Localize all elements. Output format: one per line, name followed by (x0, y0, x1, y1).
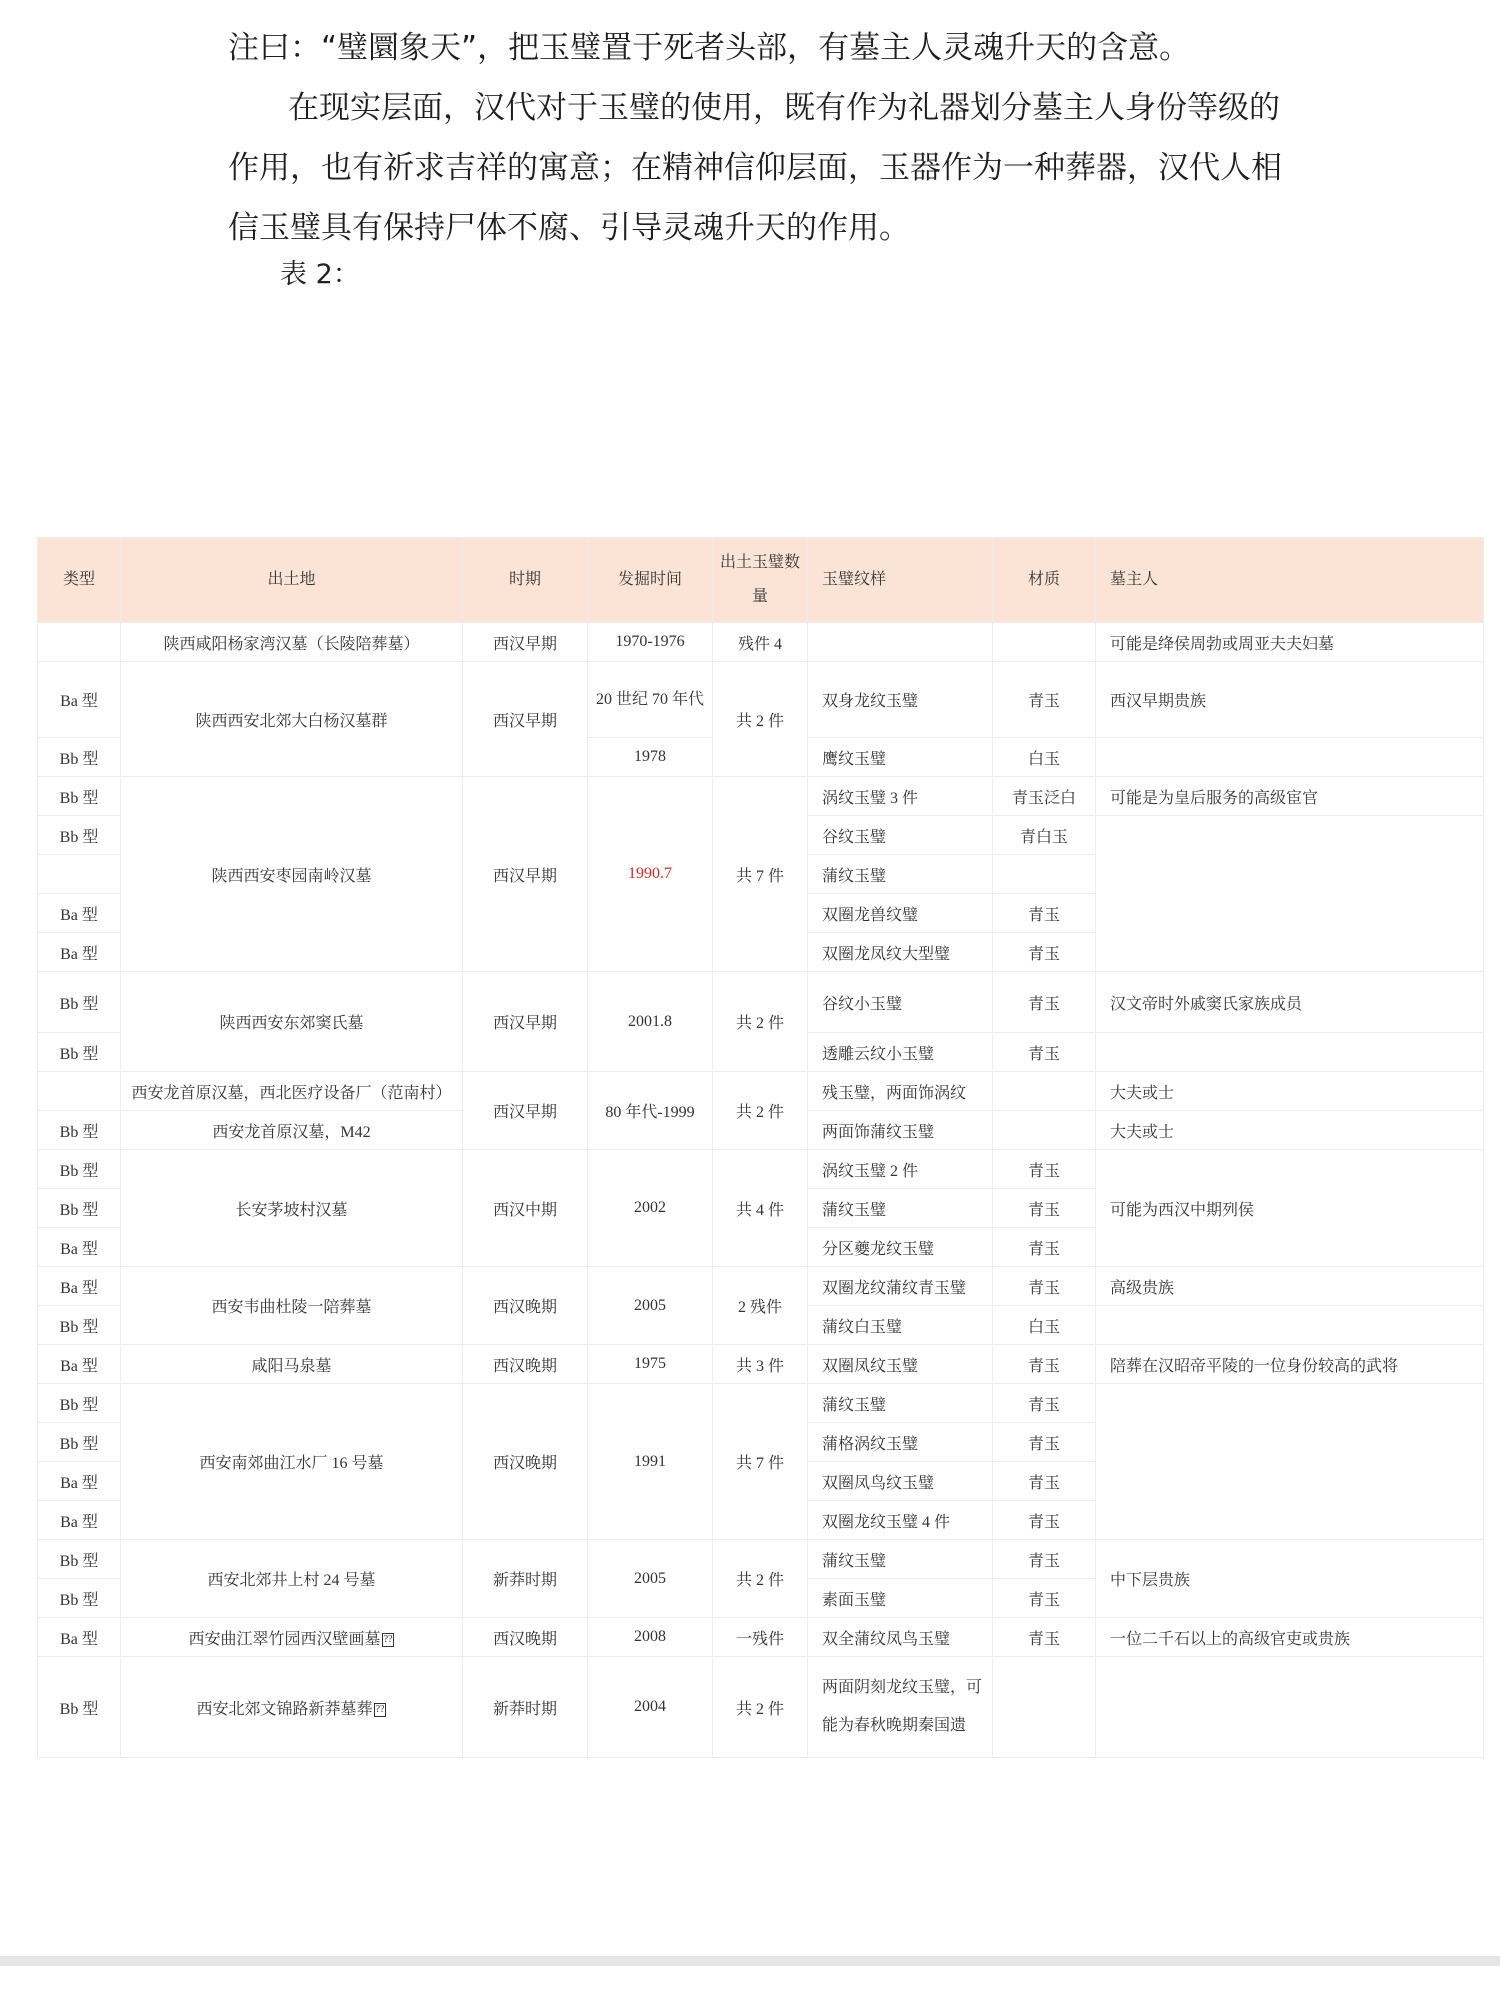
type-cell: Bb 型 (38, 738, 121, 777)
owner-cell (1096, 1033, 1484, 1072)
period-cell: 新莽时期 (463, 1540, 588, 1618)
type-cell: Bb 型 (38, 1033, 121, 1072)
owner-cell: 高级贵族 (1096, 1267, 1484, 1306)
material-cell (993, 1072, 1096, 1111)
table-row (38, 1267, 1484, 1306)
date-cell: 2002 (588, 1150, 713, 1267)
owner-cell (1096, 1657, 1484, 1758)
date-cell: 2001.8 (588, 972, 713, 1072)
pattern-cell: 残玉璧，两面饰涡纹 (808, 1072, 993, 1111)
type-cell: Ba 型 (38, 1462, 121, 1501)
pattern-cell: 双圈龙兽纹璧 (808, 894, 993, 933)
count-cell: 2 残件 (713, 1267, 808, 1345)
site-cell: 西安南郊曲江水厂 16 号墓 (121, 1384, 463, 1540)
site-text: 西安北郊文锦路新莽墓葬 (196, 1700, 373, 1718)
material-cell (993, 855, 1096, 894)
material-cell: 青玉 (993, 1189, 1096, 1228)
table-row (38, 1345, 1484, 1384)
owner-cell (1096, 1384, 1484, 1540)
owner-cell (1096, 738, 1484, 777)
type-cell (38, 623, 121, 662)
date-cell: 20 世纪 70 年代 (588, 662, 713, 738)
paragraph-1: 注曰：“璧圜象天”，把玉璧置于死者头部，有墓主人灵魂升天的含意。 (228, 30, 1191, 66)
pattern-cell: 透雕云纹小玉璧 (808, 1033, 993, 1072)
count-cell: 共 7 件 (713, 1384, 808, 1540)
count-cell: 残件 4 (713, 623, 808, 662)
site-cell: 陕西咸阳杨家湾汉墓（长陵陪葬墓） (121, 623, 463, 662)
material-cell: 青玉 (993, 1033, 1096, 1072)
material-cell: 青白玉 (993, 816, 1096, 855)
site-text: 西安曲江翠竹园西汉壁画墓 (188, 1630, 381, 1648)
header-period: 时期 (463, 538, 588, 623)
type-cell: Ba 型 (38, 933, 121, 972)
type-cell: Bb 型 (38, 777, 121, 816)
owner-cell: 汉文帝时外戚窦氏家族成员 (1096, 972, 1484, 1033)
pattern-cell: 谷纹玉璧 (808, 816, 993, 855)
pattern-cell: 蒲纹玉璧 (808, 855, 993, 894)
owner-cell: 可能是绛侯周勃或周亚夫夫妇墓 (1096, 623, 1484, 662)
period-cell: 西汉早期 (463, 972, 588, 1072)
table-row (38, 1072, 1484, 1111)
site-cell: 咸阳马泉墓 (121, 1345, 463, 1384)
site-cell: 西安龙首原汉墓，M42 (121, 1111, 463, 1150)
pattern-cell: 涡纹玉璧 3 件 (808, 777, 993, 816)
type-cell: Ba 型 (38, 1267, 121, 1306)
paragraph-2: 在现实层面，汉代对于玉璧的使用，既有作为礼器划分墓主人身份等级的作用，也有祈求吉祥的寓意；在精神信仰层面，玉器作为一种葬器，汉代人相信玉璧具有保持尸体不腐、引导灵魂升天的作用。 (228, 90, 1282, 246)
pattern-cell: 双全蒲纹凤鸟玉璧 (808, 1618, 993, 1657)
date-cell: 2008 (588, 1618, 713, 1657)
period-cell: 西汉早期 (463, 1072, 588, 1150)
type-cell (38, 855, 121, 894)
material-cell (993, 1657, 1096, 1758)
header-owner: 墓主人 (1096, 538, 1484, 623)
type-cell: Bb 型 (38, 1384, 121, 1423)
material-cell: 青玉 (993, 1579, 1096, 1618)
pattern-cell: 蒲纹玉璧 (808, 1384, 993, 1423)
type-cell: Ba 型 (38, 1501, 121, 1540)
period-cell: 西汉早期 (463, 623, 588, 662)
count-cell: 共 2 件 (713, 972, 808, 1072)
pattern-cell: 分区夔龙纹玉璧 (808, 1228, 993, 1267)
owner-cell: 西汉早期贵族 (1096, 662, 1484, 738)
table-row (38, 662, 1484, 738)
date-cell: 80 年代-1999 (588, 1072, 713, 1150)
pattern-cell: 蒲格涡纹玉璧 (808, 1423, 993, 1462)
count-cell: 共 2 件 (713, 1540, 808, 1618)
type-cell: Bb 型 (38, 972, 121, 1033)
material-cell: 青玉 (993, 1267, 1096, 1306)
period-cell: 西汉晚期 (463, 1345, 588, 1384)
count-cell: 共 7 件 (713, 777, 808, 972)
type-cell: Bb 型 (38, 1111, 121, 1150)
material-cell: 白玉 (993, 1306, 1096, 1345)
count-cell: 共 2 件 (713, 1657, 808, 1758)
pattern-cell (808, 623, 993, 662)
header-pattern: 玉璧纹样 (808, 538, 993, 623)
type-cell: Bb 型 (38, 1540, 121, 1579)
count-cell: 共 4 件 (713, 1150, 808, 1267)
type-cell: Ba 型 (38, 1618, 121, 1657)
owner-cell: 大夫或士 (1096, 1111, 1484, 1150)
owner-cell (1096, 1306, 1484, 1345)
material-cell: 青玉 (993, 894, 1096, 933)
type-cell (38, 1072, 121, 1111)
type-cell: Bb 型 (38, 1306, 121, 1345)
count-cell: 共 3 件 (713, 1345, 808, 1384)
type-cell: Bb 型 (38, 1189, 121, 1228)
period-cell: 西汉晚期 (463, 1618, 588, 1657)
date-cell: 1991 (588, 1384, 713, 1540)
table-row (38, 777, 1484, 816)
date-cell-highlight: 1990.7 (588, 777, 713, 972)
type-cell: Ba 型 (38, 894, 121, 933)
pattern-cell: 双圈凤纹玉璧 (808, 1345, 993, 1384)
pattern-cell: 蒲纹玉璧 (808, 1189, 993, 1228)
period-cell: 新莽时期 (463, 1657, 588, 1758)
site-cell: 西安北郊井上村 24 号墓 (121, 1540, 463, 1618)
material-cell: 青玉 (993, 1618, 1096, 1657)
header-site: 出土地 (121, 538, 463, 623)
material-cell: 青玉泛白 (993, 777, 1096, 816)
table-header-row (38, 538, 1484, 623)
pattern-cell: 双圈凤鸟纹玉璧 (808, 1462, 993, 1501)
table-row (38, 1384, 1484, 1423)
pattern-cell: 两面阴刻龙纹玉璧，可能为春秋晚期秦国遗 (808, 1657, 993, 1758)
pattern-cell: 双圈龙凤纹大型璧 (808, 933, 993, 972)
date-cell: 1978 (588, 738, 713, 777)
type-cell: Bb 型 (38, 1579, 121, 1618)
material-cell: 青玉 (993, 1384, 1096, 1423)
site-cell: 西安龙首原汉墓，西北医疗设备厂（范南村） (121, 1072, 463, 1111)
pattern-cell: 谷纹小玉璧 (808, 972, 993, 1033)
date-cell: 2005 (588, 1540, 713, 1618)
material-cell (993, 623, 1096, 662)
type-cell: Ba 型 (38, 662, 121, 738)
site-cell: 陕西西安东郊窦氏墓 (121, 972, 463, 1072)
header-type: 类型 (38, 538, 121, 623)
site-cell: 长安茅坡村汉墓 (121, 1150, 463, 1267)
material-cell: 青玉 (993, 1150, 1096, 1189)
page-bottom-divider (0, 1956, 1500, 1966)
header-date: 发掘时间 (588, 538, 713, 623)
missing-glyph-icon: ?? (383, 1633, 393, 1645)
period-cell: 西汉晚期 (463, 1267, 588, 1345)
date-cell: 1970-1976 (588, 623, 713, 662)
date-cell: 2004 (588, 1657, 713, 1758)
material-cell (993, 1111, 1096, 1150)
pattern-cell: 蒲纹白玉璧 (808, 1306, 993, 1345)
date-cell: 1975 (588, 1345, 713, 1384)
jade-bi-table (37, 537, 1484, 1758)
table-row (38, 1618, 1484, 1657)
site-cell: 西安韦曲杜陵一陪葬墓 (121, 1267, 463, 1345)
material-cell: 青玉 (993, 933, 1096, 972)
pattern-cell: 素面玉璧 (808, 1579, 993, 1618)
type-cell: Bb 型 (38, 1657, 121, 1758)
material-cell: 青玉 (993, 1228, 1096, 1267)
site-cell: 陕西西安枣园南岭汉墓 (121, 777, 463, 972)
owner-cell: 可能是为皇后服务的高级宦官 (1096, 777, 1484, 816)
owner-cell: 中下层贵族 (1096, 1540, 1484, 1618)
site-cell (121, 1618, 463, 1657)
pattern-cell: 鹰纹玉璧 (808, 738, 993, 777)
table-row (38, 1150, 1484, 1189)
owner-cell: 一位二千石以上的高级官吏或贵族 (1096, 1618, 1484, 1657)
material-cell: 青玉 (993, 1462, 1096, 1501)
pattern-cell: 双身龙纹玉璧 (808, 662, 993, 738)
header-material: 材质 (993, 538, 1096, 623)
missing-glyph-icon: ?? (375, 1703, 385, 1715)
count-cell: 一残件 (713, 1618, 808, 1657)
material-cell: 白玉 (993, 738, 1096, 777)
type-cell: Ba 型 (38, 1345, 121, 1384)
table-caption: 表 2： (280, 259, 360, 290)
table-row (38, 623, 1484, 662)
table-row (38, 972, 1484, 1033)
material-cell: 青玉 (993, 1540, 1096, 1579)
count-cell: 共 2 件 (713, 662, 808, 777)
pattern-cell: 双圈龙纹玉璧 4 件 (808, 1501, 993, 1540)
data-table-wrapper (37, 537, 1483, 1758)
type-cell: Bb 型 (38, 1423, 121, 1462)
owner-cell: 大夫或士 (1096, 1072, 1484, 1111)
site-cell: 陕西西安北郊大白杨汉墓群 (121, 662, 463, 777)
material-cell: 青玉 (993, 1501, 1096, 1540)
material-cell: 青玉 (993, 972, 1096, 1033)
type-cell: Bb 型 (38, 816, 121, 855)
type-cell: Bb 型 (38, 1150, 121, 1189)
owner-cell: 陪葬在汉昭帝平陵的一位身份较高的武将 (1096, 1345, 1484, 1384)
material-cell: 青玉 (993, 1423, 1096, 1462)
date-cell: 2005 (588, 1267, 713, 1345)
owner-cell: 可能为西汉中期列侯 (1096, 1150, 1484, 1267)
pattern-cell: 蒲纹玉璧 (808, 1540, 993, 1579)
pattern-cell: 双圈龙纹蒲纹青玉璧 (808, 1267, 993, 1306)
table-row (38, 1657, 1484, 1758)
table-row (38, 1540, 1484, 1579)
period-cell: 西汉晚期 (463, 1384, 588, 1540)
type-cell: Ba 型 (38, 1228, 121, 1267)
material-cell: 青玉 (993, 1345, 1096, 1384)
owner-cell (1096, 816, 1484, 972)
period-cell: 西汉早期 (463, 662, 588, 777)
period-cell: 西汉早期 (463, 777, 588, 972)
material-cell: 青玉 (993, 662, 1096, 738)
header-count: 出土玉璧数量 (713, 538, 808, 623)
count-cell: 共 2 件 (713, 1072, 808, 1150)
pattern-cell: 涡纹玉璧 2 件 (808, 1150, 993, 1189)
period-cell: 西汉中期 (463, 1150, 588, 1267)
pattern-cell: 两面饰蒲纹玉璧 (808, 1111, 993, 1150)
site-cell (121, 1657, 463, 1758)
